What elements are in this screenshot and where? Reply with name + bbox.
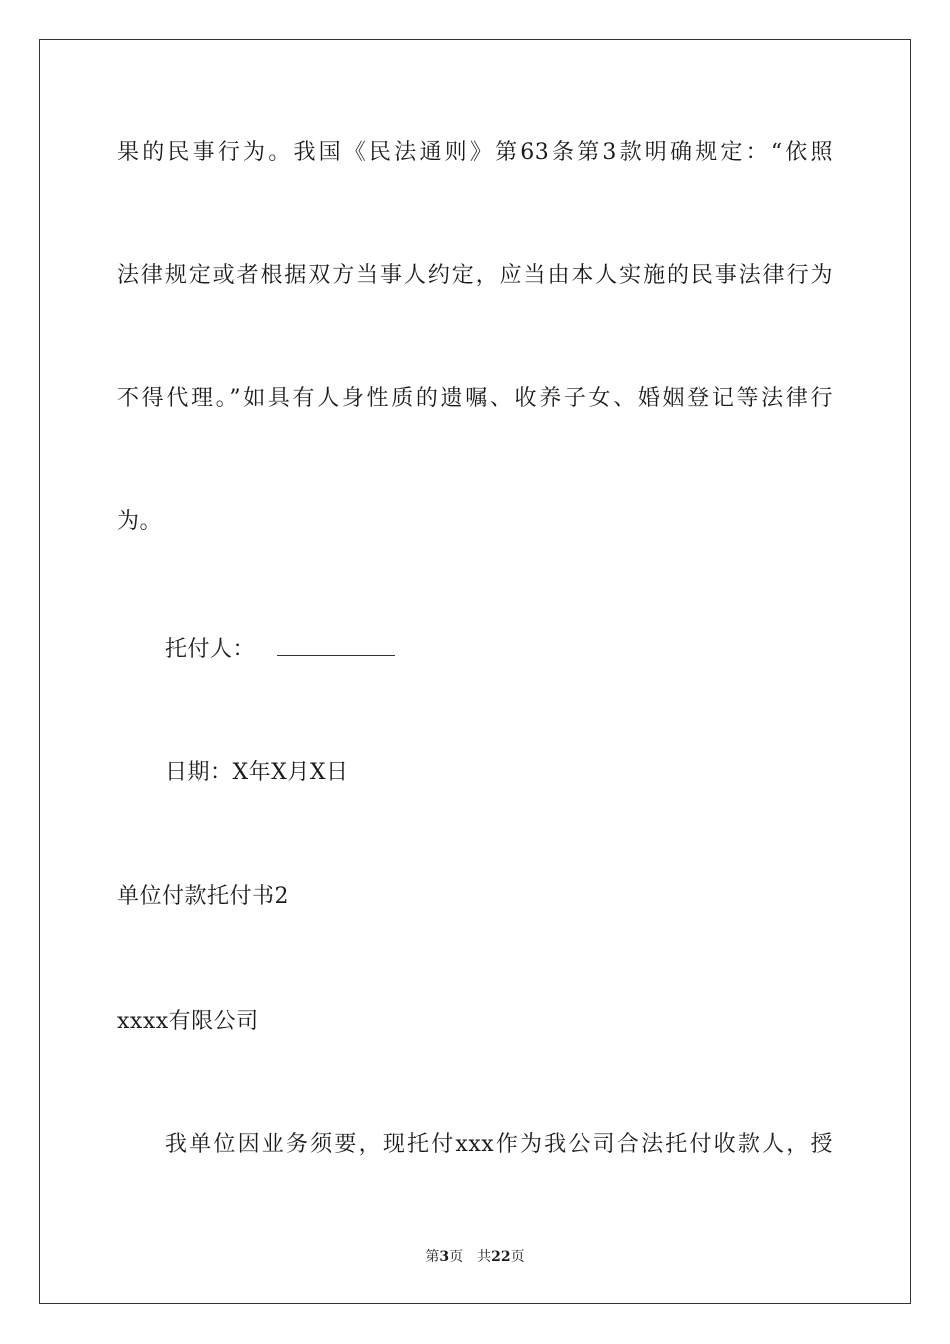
page-border [39, 39, 911, 1304]
principal-signature-line [165, 633, 395, 665]
page-footer [0, 1248, 950, 1266]
principal-label: 托付人： [165, 637, 256, 662]
footer-page-prefix: 第 [425, 1249, 440, 1265]
footer-page-current: 3 [439, 1249, 450, 1265]
paragraph-line-4: 为。 [117, 509, 163, 534]
paragraph-2-line-1: 我单位因业务须要，现托付xxx作为我公司合法托付收款人，授 [165, 1132, 833, 1157]
footer-page-total: 22 [491, 1249, 511, 1265]
footer-page-unit: 页 [449, 1249, 464, 1265]
paragraph-line-2: 法律规定或者根据双方当事人约定，应当由本人实施的民事法律行为 [117, 263, 833, 288]
date-line: 日期：X年X月X日 [165, 760, 349, 785]
footer-total-prefix: 共 [477, 1249, 492, 1265]
paragraph-line-1: 果的民事行为。我国《民法通则》第63条第3款明确规定：“依照 [117, 140, 833, 165]
footer-total-unit: 页 [510, 1249, 525, 1265]
section-title: 单位付款托付书2 [117, 884, 289, 909]
addressee: xxxx有限公司 [117, 1009, 259, 1034]
paragraph-line-3: 不得代理。”如具有人身性质的遗嘱、收养子女、婚姻登记等法律行 [117, 386, 833, 411]
signature-blank [277, 633, 395, 656]
